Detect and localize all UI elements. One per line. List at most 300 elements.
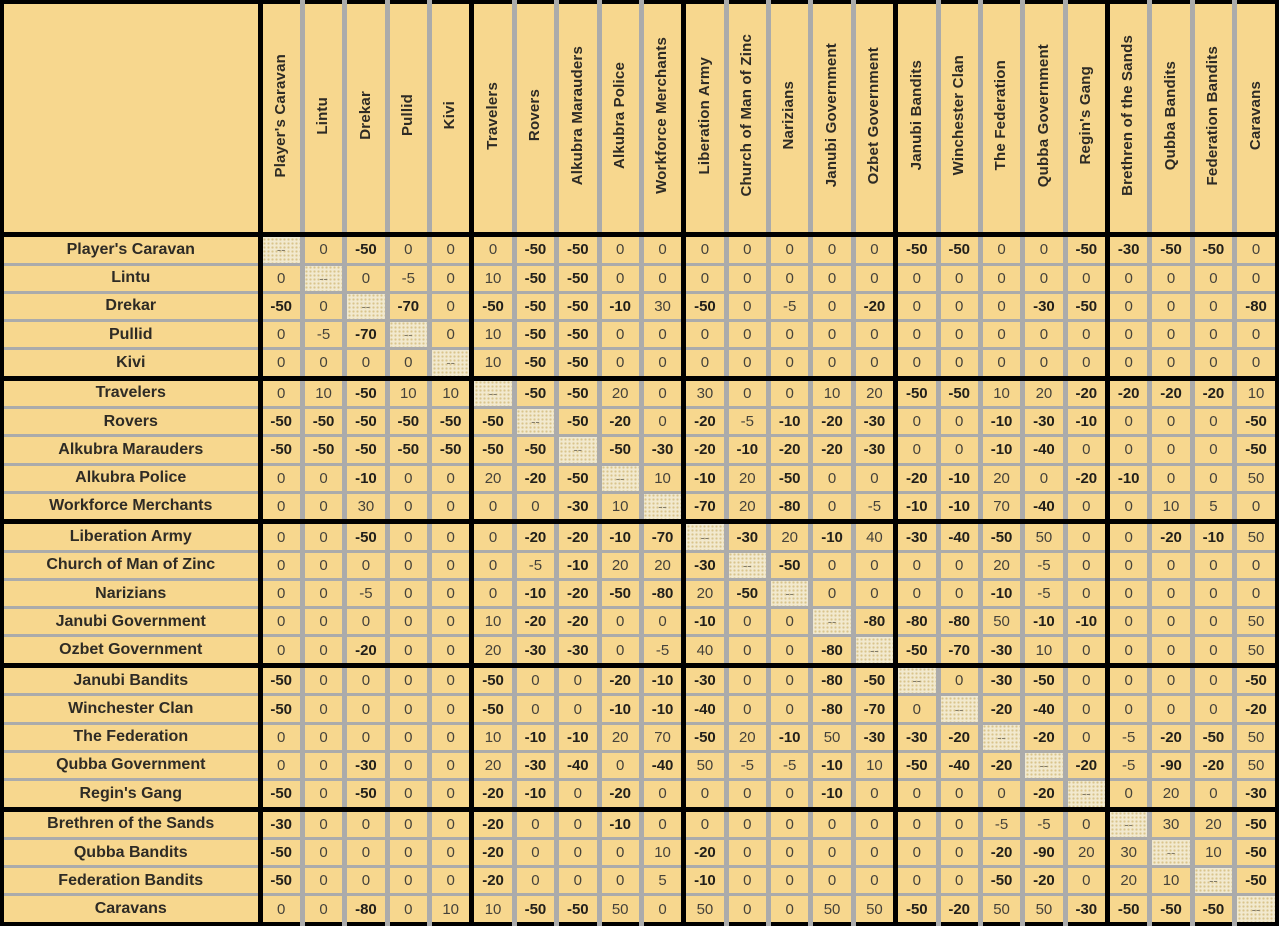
self-relation-cell: -- [684,522,726,552]
relation-cell: 0 [769,895,811,924]
relation-cell: 0 [260,522,302,552]
col-header-brethren-of-the-sands [1108,2,1150,235]
relation-cell: -20 [599,408,641,436]
relation-cell: -50 [345,779,387,809]
relation-cell: 0 [1108,665,1150,695]
self-relation-cell: -- [260,235,302,265]
relation-cell: 20 [853,378,895,408]
relation-cell: 0 [896,292,938,320]
relation-cell: -20 [684,408,726,436]
relation-cell: -50 [514,292,556,320]
relation-cell: 0 [1023,320,1065,348]
relation-cell: -30 [980,636,1022,666]
col-header-travelers [472,2,514,235]
relation-cell: 0 [1023,464,1065,492]
relation-cell: 0 [387,551,429,579]
relation-cell: 0 [599,235,641,265]
relation-cell: -10 [557,551,599,579]
relation-cell: 0 [726,292,768,320]
relation-cell: -5 [641,636,683,666]
relation-cell: 0 [302,492,344,522]
relation-cell: -50 [345,235,387,265]
row-header-federation-bandits: Federation Bandits [2,867,260,895]
relation-cell: -10 [684,464,726,492]
row-header-alkubra-police: Alkubra Police [2,464,260,492]
relation-cell: 0 [260,608,302,636]
relation-cell: 0 [1150,464,1192,492]
relation-cell: -80 [769,492,811,522]
relation-cell: -50 [472,408,514,436]
relation-cell: 0 [1108,522,1150,552]
matrix-row-alkubra-marauders [2,436,1277,464]
relation-cell: 0 [938,408,980,436]
relation-cell: -80 [811,695,853,723]
self-relation-cell: -- [345,292,387,320]
relation-cell: 0 [726,235,768,265]
relation-cell: 0 [599,320,641,348]
row-header-rovers: Rovers [2,408,260,436]
relation-cell: 0 [769,839,811,867]
relation-cell: 0 [641,608,683,636]
relation-cell: 20 [726,723,768,751]
col-header-label: Workforce Merchants [653,37,671,194]
self-relation-cell: -- [896,665,938,695]
row-header-ozbet-government: Ozbet Government [2,636,260,666]
relation-cell: -30 [1108,235,1150,265]
matrix-row-regin-s-gang [2,779,1277,809]
relation-cell: 0 [853,579,895,607]
matrix-row-rovers [2,408,1277,436]
relation-cell: 0 [1150,608,1192,636]
relation-cell: 0 [853,551,895,579]
relation-cell: 20 [1192,809,1234,839]
relation-cell: 0 [896,809,938,839]
relation-cell: 0 [1150,264,1192,292]
relation-cell: 0 [1150,695,1192,723]
relation-cell: 0 [345,695,387,723]
relation-cell: -50 [430,408,472,436]
relation-cell: 0 [769,809,811,839]
col-header-qubba-government [1023,2,1065,235]
relation-cell: -50 [1192,235,1234,265]
col-header-kivi [430,2,472,235]
relation-cell: -50 [1192,723,1234,751]
relation-cell: 0 [557,779,599,809]
relation-cell: 20 [599,551,641,579]
relation-cell: 0 [1065,436,1107,464]
self-relation-cell: -- [1108,809,1150,839]
corner-cell [2,2,260,235]
col-header-label: Player's Caravan [271,53,289,178]
col-header-label: Janubi Bandits [907,60,925,171]
relation-cell: -40 [641,751,683,779]
relation-cell: -50 [684,723,726,751]
col-header-label: Rovers [526,89,544,142]
relation-cell: 0 [599,839,641,867]
relation-cell: 10 [1150,492,1192,522]
col-header-caravans [1235,2,1277,235]
relation-cell: -5 [726,408,768,436]
relation-cell: -20 [980,839,1022,867]
relation-cell: 0 [302,292,344,320]
relation-cell: -20 [557,608,599,636]
relation-cell: 50 [980,895,1022,924]
relation-cell: 0 [430,867,472,895]
relation-cell: 0 [387,895,429,924]
relation-cell: 0 [769,636,811,666]
relation-cell: 20 [980,551,1022,579]
self-relation-cell: -- [557,436,599,464]
relation-cell: -90 [1150,751,1192,779]
relation-cell: 20 [769,522,811,552]
relation-cell: -30 [514,636,556,666]
relation-cell: 0 [896,779,938,809]
relation-cell: 10 [472,723,514,751]
row-header-pullid: Pullid [2,320,260,348]
relation-cell: 0 [1065,636,1107,666]
relation-cell: -50 [726,579,768,607]
relation-cell: 0 [260,751,302,779]
relation-cell: -50 [1235,867,1277,895]
relation-cell: 0 [260,492,302,522]
relation-cell: 20 [472,464,514,492]
relation-cell: -20 [472,779,514,809]
col-header-regin-s-gang [1065,2,1107,235]
relation-cell: 0 [1192,665,1234,695]
relation-cell: 0 [896,408,938,436]
relation-cell: 0 [514,695,556,723]
relation-cell: 0 [387,751,429,779]
relation-cell: 0 [641,809,683,839]
row-header-qubba-bandits: Qubba Bandits [2,839,260,867]
relation-cell: -90 [1023,839,1065,867]
relation-cell: -50 [557,320,599,348]
relation-cell: 0 [938,436,980,464]
relation-cell: 0 [302,723,344,751]
self-relation-cell: -- [811,608,853,636]
relation-cell: -50 [514,235,556,265]
relation-cell: -30 [1023,292,1065,320]
matrix-row-alkubra-police [2,464,1277,492]
relation-cell: 0 [302,349,344,379]
row-header-narizians: Narizians [2,579,260,607]
relation-cell: 20 [472,636,514,666]
relation-cell: -50 [938,235,980,265]
relation-cell: 0 [1023,349,1065,379]
col-header-label: Regin's Gang [1077,66,1095,165]
relation-cell: 0 [430,665,472,695]
relation-cell: -5 [1023,809,1065,839]
col-header-label: Alkubra Police [610,61,628,169]
relation-cell: -50 [302,408,344,436]
relation-cell: 0 [387,349,429,379]
relation-cell: 0 [1192,436,1234,464]
relation-cell: 0 [1150,665,1192,695]
relation-cell: -50 [896,235,938,265]
relation-cell: 0 [684,235,726,265]
relation-cell: -50 [472,665,514,695]
matrix-row-church-of-man-of-zinc [2,551,1277,579]
relation-cell: 0 [430,464,472,492]
relation-cell: 0 [641,320,683,348]
relation-cell: 0 [345,349,387,379]
relation-cell: -10 [557,723,599,751]
relation-cell: -70 [938,636,980,666]
relation-cell: -50 [769,464,811,492]
self-relation-cell: -- [853,636,895,666]
relation-cell: 0 [387,464,429,492]
relation-cell: 0 [557,665,599,695]
relation-cell: -10 [1108,464,1150,492]
relation-cell: -40 [684,695,726,723]
relation-cell: 0 [430,723,472,751]
relation-cell: 50 [980,608,1022,636]
col-header-label: Pullid [399,94,417,137]
relation-cell: 0 [302,579,344,607]
col-header-label: Lintu [314,96,332,135]
relation-cell: 0 [769,665,811,695]
col-header-label: Narizians [780,81,798,150]
relation-cell: -50 [684,292,726,320]
relation-cell: 0 [811,464,853,492]
relation-cell: -80 [1235,292,1277,320]
relation-cell: 0 [896,695,938,723]
relation-cell: -50 [1235,408,1277,436]
matrix-row-caravans [2,895,1277,924]
row-header-the-federation: The Federation [2,723,260,751]
relation-cell: 0 [726,264,768,292]
relation-cell: -40 [1023,695,1065,723]
self-relation-cell: -- [938,695,980,723]
relation-cell: 0 [1108,551,1150,579]
relation-cell: -50 [472,695,514,723]
relation-cell: -50 [345,522,387,552]
relation-cell: 0 [938,349,980,379]
relation-cell: 0 [1192,779,1234,809]
relation-cell: 0 [853,809,895,839]
col-header-winchester-clan [938,2,980,235]
matrix-row-winchester-clan [2,695,1277,723]
relation-cell: -80 [811,636,853,666]
col-header-label: Caravans [1246,80,1264,151]
relation-cell: 10 [472,349,514,379]
row-header-janubi-bandits: Janubi Bandits [2,665,260,695]
relation-cell: 0 [1192,320,1234,348]
matrix-body [2,235,1277,925]
relation-cell: 0 [345,839,387,867]
relation-cell: 0 [387,779,429,809]
row-header-workforce-merchants: Workforce Merchants [2,492,260,522]
relation-cell: -50 [557,378,599,408]
relation-cell: 20 [1150,779,1192,809]
col-header-label: Travelers [483,81,501,150]
relation-cell: 0 [853,839,895,867]
relation-cell: -20 [1150,378,1192,408]
relation-cell: -10 [726,436,768,464]
relation-cell: 0 [387,839,429,867]
relation-cell: 0 [260,264,302,292]
relation-cell: -50 [260,665,302,695]
relation-cell: 0 [260,464,302,492]
relation-cell: -40 [1023,436,1065,464]
relation-cell: -30 [514,751,556,779]
relation-cell: 0 [1108,579,1150,607]
relation-cell: 10 [472,608,514,636]
relation-cell: -50 [430,436,472,464]
relation-cell: 0 [260,579,302,607]
relation-cell: -5 [1023,551,1065,579]
relation-cell: -50 [1065,235,1107,265]
relation-cell: 10 [980,378,1022,408]
relation-cell: -50 [1235,436,1277,464]
relation-cell: -20 [472,809,514,839]
col-header-federation-bandits [1192,2,1234,235]
self-relation-cell: -- [387,320,429,348]
relation-cell: 0 [726,378,768,408]
relation-cell: 0 [938,579,980,607]
relation-cell: 70 [641,723,683,751]
col-header-label: Drekar [356,91,374,140]
relation-cell: -50 [1235,839,1277,867]
relation-cell: 0 [1065,492,1107,522]
row-header-janubi-government: Janubi Government [2,608,260,636]
relation-cell: -50 [260,408,302,436]
relation-cell: -20 [599,779,641,809]
relation-cell: -50 [1150,235,1192,265]
relation-cell: -20 [514,464,556,492]
relation-cell: -50 [387,436,429,464]
relation-cell: 0 [387,579,429,607]
relation-cell: 50 [811,895,853,924]
relation-cell: 0 [896,839,938,867]
relation-cell: 10 [599,492,641,522]
relation-cell: -50 [980,522,1022,552]
relation-cell: 20 [980,464,1022,492]
col-header-pullid [387,2,429,235]
matrix-row-lintu [2,264,1277,292]
self-relation-cell: -- [514,408,556,436]
relation-cell: 0 [1235,235,1277,265]
relation-cell: 0 [387,809,429,839]
self-relation-cell: -- [599,464,641,492]
relation-cell: -10 [896,492,938,522]
relation-cell: 0 [1108,408,1150,436]
relation-cell: -20 [1065,378,1107,408]
relation-cell: 0 [260,636,302,666]
relation-cell: 0 [1192,579,1234,607]
relation-cell: -10 [980,579,1022,607]
relation-cell: 0 [641,895,683,924]
relation-cell: -50 [260,292,302,320]
relation-cell: -50 [769,551,811,579]
relation-cell: -10 [599,522,641,552]
relation-cell: 0 [684,809,726,839]
col-header-qubba-bandits [1150,2,1192,235]
relation-cell: 0 [811,867,853,895]
relation-cell: -20 [684,436,726,464]
relation-cell: -70 [684,492,726,522]
self-relation-cell: -- [1235,895,1277,924]
relation-cell: -80 [938,608,980,636]
relation-cell: 0 [684,264,726,292]
relation-cell: 0 [1192,408,1234,436]
relation-cell: -30 [1023,408,1065,436]
relation-cell: 0 [811,349,853,379]
relation-cell: -50 [557,292,599,320]
relation-cell: 0 [387,235,429,265]
col-header-label: Kivi [441,101,459,130]
relation-cell: 20 [1023,378,1065,408]
relation-cell: 0 [1065,320,1107,348]
relation-cell: 0 [472,522,514,552]
relation-cell: -5 [980,809,1022,839]
relation-cell: -30 [853,723,895,751]
relation-cell: 5 [1192,492,1234,522]
relation-cell: 0 [1065,264,1107,292]
relation-cell: -30 [853,436,895,464]
relation-cell: 20 [472,751,514,779]
matrix-row-brethren-of-the-sands [2,809,1277,839]
relation-cell: 0 [769,695,811,723]
relation-cell: -30 [641,436,683,464]
relation-cell: -10 [514,579,556,607]
relation-cell: 10 [1192,839,1234,867]
row-header-church-of-man-of-zinc: Church of Man of Zinc [2,551,260,579]
relation-cell: 0 [514,492,556,522]
relation-cell: 0 [1150,349,1192,379]
row-header-brethren-of-the-sands: Brethren of the Sands [2,809,260,839]
row-header-regin-s-gang: Regin's Gang [2,779,260,809]
relation-cell: 0 [769,378,811,408]
relation-cell: 0 [896,349,938,379]
matrix-row-drekar [2,292,1277,320]
relation-cell: 10 [430,378,472,408]
relation-cell: -10 [599,809,641,839]
row-header-winchester-clan: Winchester Clan [2,695,260,723]
relation-cell: 0 [980,264,1022,292]
relation-cell: -10 [811,522,853,552]
relation-cell: -10 [769,408,811,436]
relation-cell: 0 [938,551,980,579]
relation-cell: 0 [811,809,853,839]
relation-cell: 0 [769,235,811,265]
relation-cell: -20 [557,579,599,607]
relation-cell: -20 [1023,779,1065,809]
relation-cell: -20 [980,695,1022,723]
relation-cell: -50 [387,408,429,436]
col-header-workforce-merchants [641,2,683,235]
relation-cell: 0 [1150,636,1192,666]
relation-cell: 0 [430,695,472,723]
relation-cell: -20 [853,292,895,320]
relation-cell: 0 [1235,349,1277,379]
relation-cell: -20 [472,839,514,867]
relation-cell: 0 [641,235,683,265]
relation-cell: 0 [1108,492,1150,522]
relation-cell: -50 [260,779,302,809]
relation-cell: 0 [430,751,472,779]
relation-cell: 0 [345,608,387,636]
relation-cell: 0 [557,695,599,723]
relation-cell: -30 [345,751,387,779]
relation-cell: 0 [1235,264,1277,292]
relation-cell: 0 [811,492,853,522]
relation-cell: -10 [1065,408,1107,436]
relation-cell: -70 [641,522,683,552]
relation-cell: 0 [345,809,387,839]
col-header-janubi-government [811,2,853,235]
relation-cell: 0 [302,809,344,839]
